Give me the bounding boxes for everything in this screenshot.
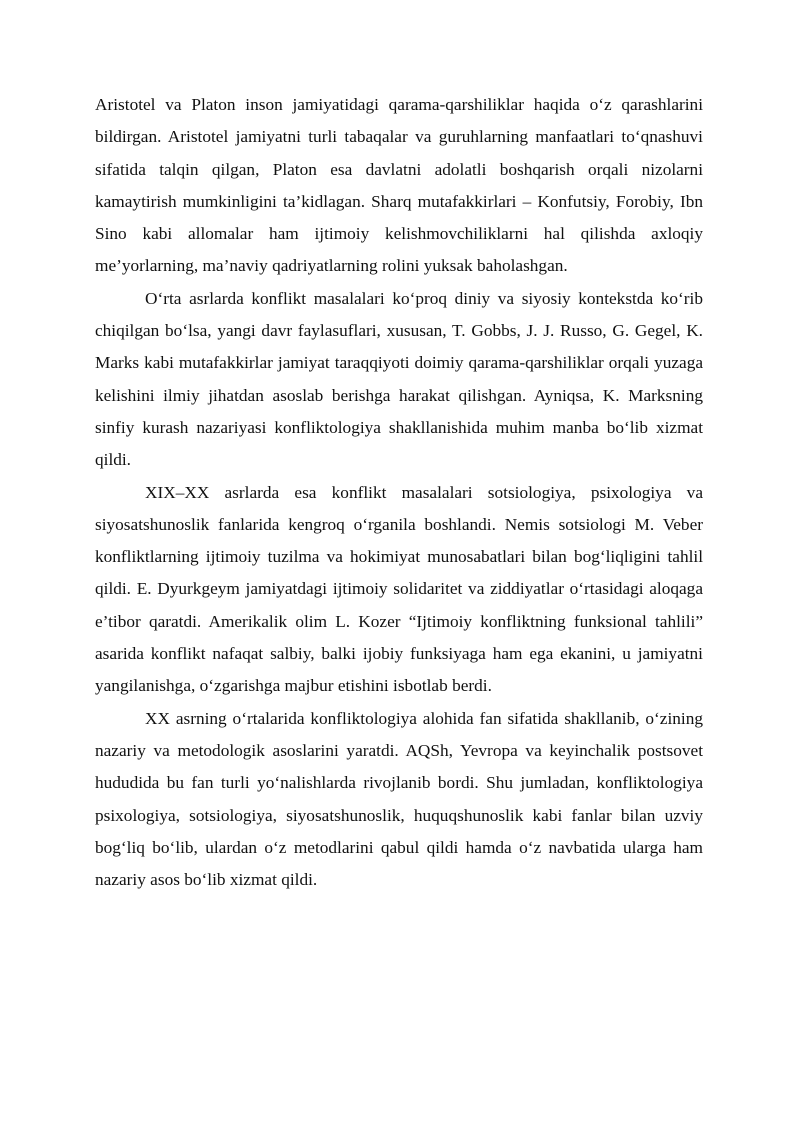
paragraph-19-20-centuries: XIX–XX asrlarda esa konflikt masalalari sotsiologiya, psixologiya va siyosatshunoslik fanlarida kengroq o‘rganila boshlandi. Nemis sotsiologi M. Veber konfliktlarning ijtimoiy tuzilma va hokimiyat munosabatlari bilan bog‘liqligini tahlil qildi. E. Dyurkgeym jamiyatdagi ijtimoiy solidaritet va ziddiyatlar o‘rtasidagi aloqaga e’tibor qaratdi. Amerikalik olim L. Kozer “Ijtimoiy konfliktning funksional tahlili” asarida konflikt nafaqat salbiy, balki ijobiy funksiyaga ham ega ekanini, u jamiyatni yangilanishga, o‘zgarishga majbur etishini isbotlab berdi.	[95, 482, 703, 696]
paragraph-mid-20-century: XX asrning o‘rtalarida konfliktologiya alohida fan sifatida shakllanib, o‘zining nazariy va metodologik asoslarini yaratdi. AQSh, Yevropa va keyinchalik postsovet hududida bu fan turli yo‘nalishlarda rivojlanib bordi. Shu jumladan, konfliktologiya psixologiya, sotsiologiya, siyosatshunoslik, huquqshunoslik kabi fanlar bilan uzviy bog‘liq bo‘lib, ulardan o‘z metodlarini qabul qildi hamda o‘z navbatida ularga ham nazariy asos bo‘lib xizmat qildi.	[95, 708, 703, 890]
paragraph-ancient-thinkers: Aristotel va Platon inson jamiyatidagi qarama-qarshiliklar haqida o‘z qarashlarini bildirgan. Aristotel jamiyatni turli tabaqalar va guruhlarning manfaatlari to‘qnashuvi sifatida talqin qilgan, Platon esa davlatni adolatli boshqarish orqali nizolarni kamaytirish mumkinligini ta’kidlagan. Sharq mutafakkirlari – Konfutsiy, Forobiy, Ibn Sino kabi allomalar ham ijtimoiy kelishmovchiliklarni hal qilishda axloqiy me’yorlarning, ma’naviy qadriyatlarning rolini yuksak baholashgan.	[95, 95, 703, 276]
document-page	[95, 89, 703, 896]
paragraph-middle-ages: O‘rta asrlarda konflikt masalalari ko‘proq diniy va siyosiy kontekstda ko‘rib chiqilgan bo‘lsa, yangi davr faylasuflari, xususan, T. Gobbs, J. J. Russo, G. Gegel, K. Marks kabi mutafakkirlar jamiyat taraqqiyoti doimiy qarama-qarshiliklar orqali yuzaga kelishini ilmiy jihatdan asoslab berishga harakat qilishgan. Ayniqsa, K. Marksning sinfiy kurash nazariyasi konfliktologiya shakllanishida muhim manba bo‘lib xizmat qildi.	[95, 288, 703, 470]
